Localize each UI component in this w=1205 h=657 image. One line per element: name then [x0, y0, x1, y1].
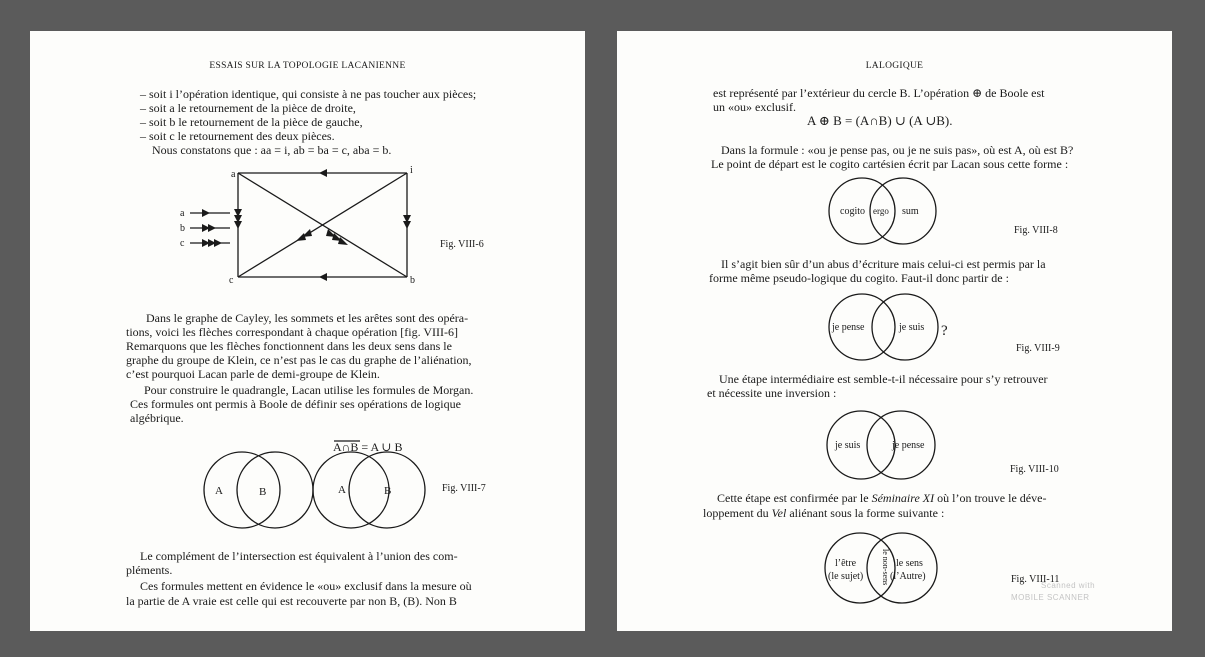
paragraph-line: Dans la formule : «ou je pense pas, ou je ne suis pas», où est A, où est B?: [721, 143, 1074, 157]
venn-circle-a2: [313, 452, 392, 528]
paragraph-line: Ces formules ont permis à Boole de définir ses opérations de logique: [130, 397, 461, 411]
legend-a: a: [180, 208, 185, 219]
arrow-head: [319, 169, 327, 177]
fig10-je-pense: je pense: [892, 440, 925, 451]
venn-label-a: A: [215, 485, 223, 497]
running-header-right: LALOGIQUE: [865, 61, 924, 71]
paragraph-line: c’est pourquoi Lacan parle de demi-groupe de Klein.: [126, 367, 380, 381]
fig11-le-sujet: (le sujet): [828, 571, 864, 582]
paragraph-line: forme même pseudo-logique du cogito. Faut-il donc partir de :: [709, 271, 1009, 285]
venn-label-b: B: [259, 486, 267, 498]
paragraph-line: tions, voici les flèches correspondant à chaque opération [fig. VIII-6]: [126, 325, 458, 339]
paragraph-line: algébrique.: [130, 411, 184, 425]
fig9-je-suis: je suis: [899, 322, 925, 333]
legend-arrow-c: [214, 239, 222, 247]
vertex-b: b: [410, 275, 415, 286]
venn-label-b2: B: [384, 485, 392, 497]
fig11-non-sens: le non-sens: [881, 549, 890, 586]
fig-caption-8: Fig. VIII-8: [1014, 225, 1058, 236]
paragraph-line: Le complément de l’intersection est équivalent à l’union des com-: [140, 549, 458, 563]
paragraph-line: Ces formules mettent en évidence le «ou» exclusif dans la mesure où: [140, 579, 472, 593]
fig9-je-pense: je pense: [832, 322, 865, 333]
fig-caption-10: Fig. VIII-10: [1010, 464, 1059, 475]
scanner-watermark: MOBILE SCANNER: [1011, 593, 1090, 602]
paragraph-line: Remarquons que les flèches fonctionnent dans les deux sens dans le: [126, 339, 452, 353]
venn-circle-b: [237, 452, 313, 528]
vertex-c: c: [229, 275, 234, 286]
legend-b: b: [180, 223, 185, 234]
paragraph-line: graphe du groupe de Klein, ce n’est pas le cas du graphe de l’aliénation,: [126, 353, 472, 367]
paragraph-line: Le point de départ est le cogito cartésien écrit par Lacan sous cette forme :: [711, 157, 1069, 171]
arrow-head: [319, 273, 327, 281]
fig11-le-sens: le sens: [896, 558, 923, 569]
fig-caption-11: Fig. VIII-11: [1011, 574, 1060, 585]
paragraph-line: Dans le graphe de Cayley, les sommets et les arêtes sont des opéra-: [146, 311, 469, 325]
scanner-watermark: Scanned with: [1041, 581, 1096, 590]
paragraph-line: pléments.: [126, 563, 173, 577]
paragraph-line: loppement du Vel aliénant sous la forme suivante :: [703, 506, 945, 520]
paragraph-line: Il s’agit bien sûr d’un abus d’écriture mais celui-ci est permis par la: [721, 257, 1046, 271]
paragraph-line: Pour construire le quadrangle, Lacan utilise les formules de Morgan.: [144, 383, 474, 397]
fig-caption-7: Fig. VIII-7: [442, 483, 486, 494]
fig11-lautre: (l’Autre): [890, 571, 926, 582]
running-header-left: ESSAIS SUR LA TOPOLOGIE LACANIENNE: [209, 61, 406, 71]
paragraph-line: la partie de A vraie est celle qui est recouverte par non B, (B). Non B: [126, 594, 457, 608]
venn-formula: A∩B = A ∪ B: [333, 440, 403, 454]
fig11-letre: l’être: [835, 558, 857, 569]
paragraph-line: et nécessite une inversion :: [707, 386, 837, 400]
fig-caption-6: Fig. VIII-6: [440, 239, 484, 250]
fig8-cogito: cogito: [840, 206, 865, 217]
paragraph-line: un «ou» exclusif.: [713, 100, 796, 114]
legend-arrow-b: [208, 224, 216, 232]
fig8-ergo: ergo: [873, 206, 889, 216]
paragraph-line: est représenté par l’extérieur du cercle B. L’opération ⊕ de Boole est: [713, 86, 1045, 100]
arrow-head: [302, 229, 312, 237]
list-item: – soit a le retournement de la pièce de droite,: [140, 101, 356, 115]
list-item: – soit c le retournement des deux pièces.: [140, 129, 335, 143]
boole-formula: A ⊕ B = (A∩B) ∪ (A ∪B).: [807, 113, 953, 128]
paragraph-line: Cette étape est confirmée par le Séminaire XI où l’on trouve le déve-: [717, 491, 1047, 505]
fig9-question: ?: [941, 323, 948, 339]
legend-arrow-a: [202, 209, 210, 217]
observation-line: Nous constatons que : aa = i, ab = ba = c, aba = b.: [152, 143, 392, 157]
left-page: [30, 31, 585, 631]
vertex-a: a: [231, 169, 236, 180]
right-diagrams: [617, 31, 1172, 631]
vertex-i: i: [410, 165, 413, 176]
paragraph-line: Une étape intermédiaire est semble-t-il nécessaire pour s’y retrouver: [719, 372, 1048, 386]
list-item: – soit b le retournement de la pièce de gauche,: [140, 115, 363, 129]
venn-label-a2: A: [338, 484, 346, 496]
fig-caption-9: Fig. VIII-9: [1016, 343, 1060, 354]
legend-c: c: [180, 238, 185, 249]
fig10-je-suis: je suis: [835, 440, 861, 451]
right-page: [617, 31, 1172, 631]
list-item: – soit i l’opération identique, qui consiste à ne pas toucher aux pièces;: [140, 87, 477, 101]
arrow-head: [296, 233, 306, 241]
fig8-sum: sum: [902, 206, 919, 217]
